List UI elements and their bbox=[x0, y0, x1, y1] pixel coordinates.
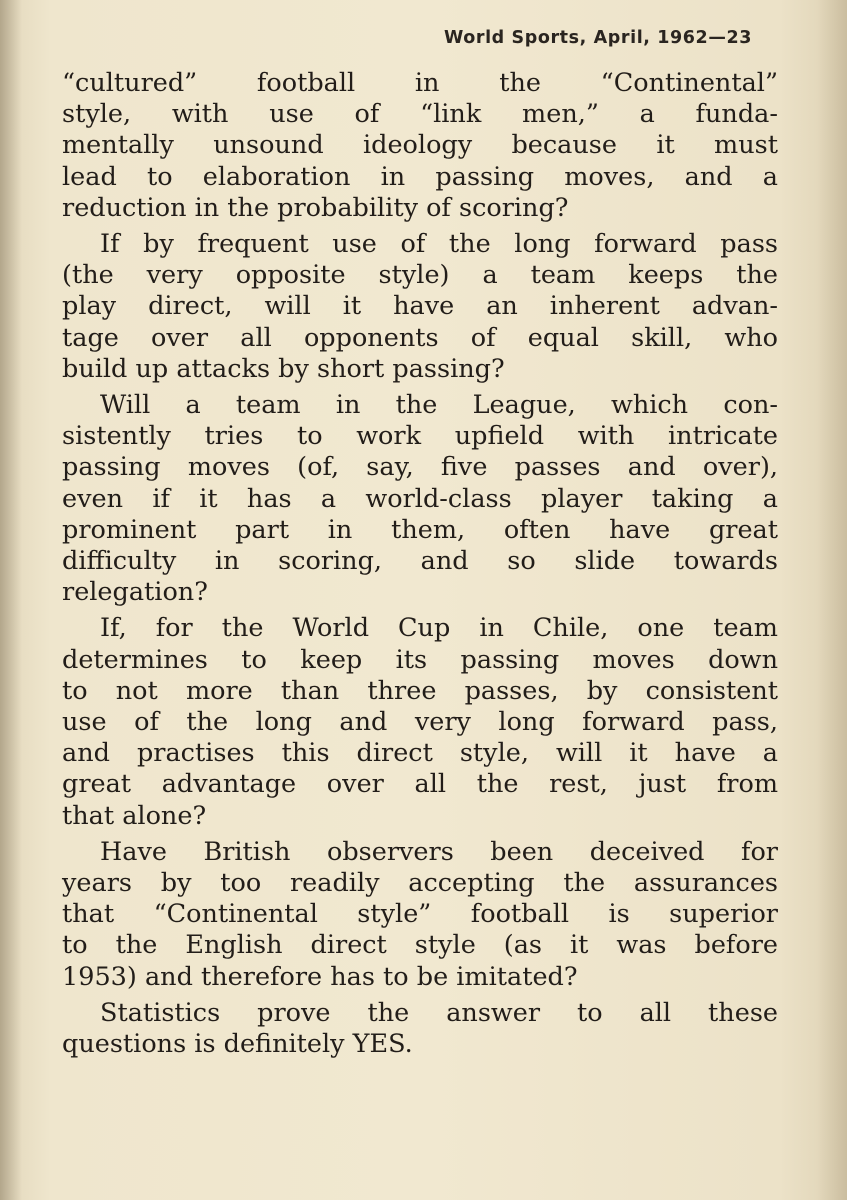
page-gutter-shadow bbox=[0, 0, 22, 1200]
text-line: difficulty in scoring, and so slide towards bbox=[62, 546, 778, 577]
text-line: even if it has a world-class player taking a bbox=[62, 483, 778, 514]
text-line: play direct, will it have an inherent advan- bbox=[62, 291, 778, 322]
article-body bbox=[62, 68, 778, 1060]
text-line: build up attacks by short passing? bbox=[62, 353, 505, 384]
text-line: use of the long and very long forward pass, bbox=[62, 707, 778, 738]
text-line: “cultured” football in the “Continental” bbox=[62, 68, 778, 98]
text-line: Statistics prove the answer to all these bbox=[100, 997, 778, 1028]
paragraph bbox=[62, 613, 778, 831]
text-line: If by frequent use of the long forward pass bbox=[100, 229, 778, 260]
text-line: lead to elaboration in passing moves, and a bbox=[62, 161, 778, 192]
text-line: (the very opposite style) a team keeps the bbox=[62, 260, 778, 291]
text-line: that “Continental style” football is superior bbox=[62, 899, 778, 930]
text-line: Have British observers been deceived for bbox=[100, 836, 778, 867]
text-line: to the English direct style (as it was before bbox=[62, 930, 778, 961]
text-line: prominent part in them, often have great bbox=[62, 514, 778, 545]
paragraph bbox=[62, 390, 778, 608]
text-line: Will a team in the League, which con- bbox=[100, 390, 778, 421]
text-line: sistently tries to work upfield with intricate bbox=[62, 421, 778, 452]
paragraph bbox=[62, 68, 778, 224]
paragraph bbox=[62, 998, 778, 1060]
text-line: reduction in the probability of scoring? bbox=[62, 192, 569, 223]
text-line: great advantage over all the rest, just from bbox=[62, 769, 778, 800]
text-line: and practises this direct style, will it have a bbox=[62, 738, 778, 769]
text-line: to not more than three passes, by consistent bbox=[62, 675, 778, 706]
text-line: questions is definitely YES. bbox=[62, 1029, 413, 1060]
text-line: relegation? bbox=[62, 577, 208, 608]
text-line: style, with use of “link men,” a funda- bbox=[62, 99, 778, 130]
paragraph bbox=[62, 229, 778, 385]
text-line: mentally unsound ideology because it must bbox=[62, 130, 778, 161]
running-header: World Sports, April, 1962—23 bbox=[443, 28, 752, 48]
text-line: 1953) and therefore has to be imitated? bbox=[62, 961, 578, 992]
page-edge bbox=[817, 0, 847, 1200]
text-line: If, for the World Cup in Chile, one team bbox=[100, 613, 778, 644]
text-line: years by too readily accepting the assurances bbox=[62, 868, 778, 899]
text-line: determines to keep its passing moves down bbox=[62, 644, 778, 675]
text-line: tage over all opponents of equal skill, who bbox=[62, 322, 778, 353]
text-line: passing moves (of, say, five passes and over), bbox=[62, 452, 778, 483]
text-line: that alone? bbox=[62, 800, 207, 831]
paragraph bbox=[62, 837, 778, 993]
